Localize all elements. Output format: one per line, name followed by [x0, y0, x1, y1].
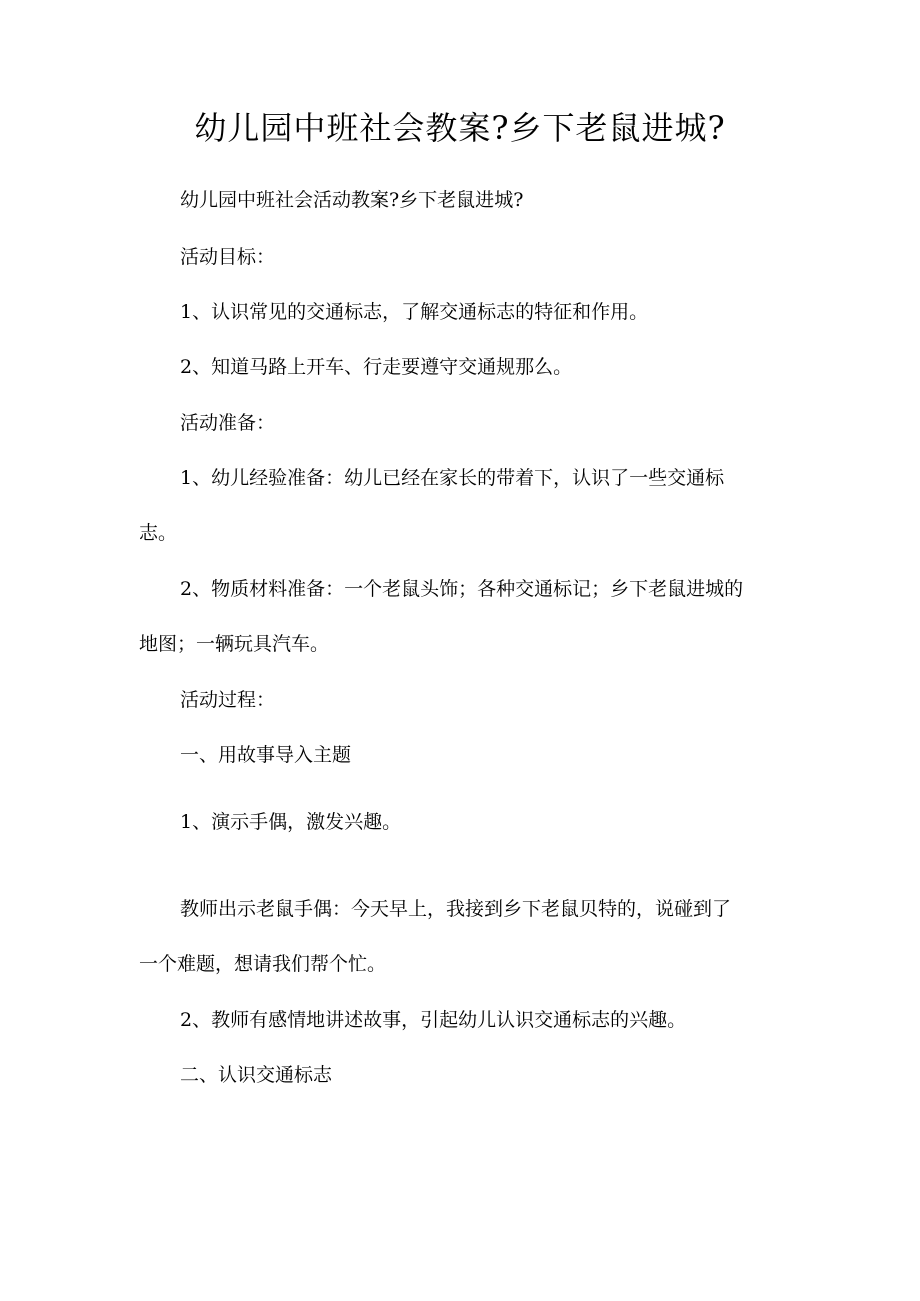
heading-activity-preparation: 活动准备： [180, 412, 276, 434]
preparation-item-1: 1、幼儿经验准备：幼儿已经在家长的带着下，认识了一些交通标 [180, 467, 725, 489]
preparation-item-2: 2、物质材料准备：一个老鼠头饰；各种交通标记；乡下老鼠进城的 [180, 578, 744, 600]
process-step-1-detail: 教师出示老鼠手偶：今天早上，我接到乡下老鼠贝特的，说碰到了 [180, 898, 732, 920]
process-step-2: 2、教师有感情地讲述故事，引起幼儿认识交通标志的兴趣。 [180, 1009, 687, 1031]
process-step-1-detail-continued: 一个难题，想请我们帮个忙。 [139, 953, 387, 975]
paragraph-subtitle: 幼儿园中班社会活动教案?乡下老鼠进城? [180, 189, 524, 211]
heading-activity-process: 活动过程： [180, 689, 276, 711]
preparation-item-2-continued: 地图；一辆玩具汽车。 [139, 633, 330, 655]
process-section-1: 一、用故事导入主题 [180, 744, 352, 766]
goal-item-2: 2、知道马路上开车、行走要遵守交通规那么。 [180, 356, 573, 378]
goal-item-1: 1、认识常见的交通标志，了解交通标志的特征和作用。 [180, 301, 649, 323]
document-title: 幼儿园中班社会教案?乡下老鼠进城? [194, 109, 726, 147]
heading-activity-goals: 活动目标： [180, 246, 276, 268]
process-step-1: 1、演示手偶，激发兴趣。 [180, 811, 402, 833]
process-section-2: 二、认识交通标志 [180, 1064, 333, 1086]
preparation-item-1-continued: 志。 [139, 522, 178, 544]
